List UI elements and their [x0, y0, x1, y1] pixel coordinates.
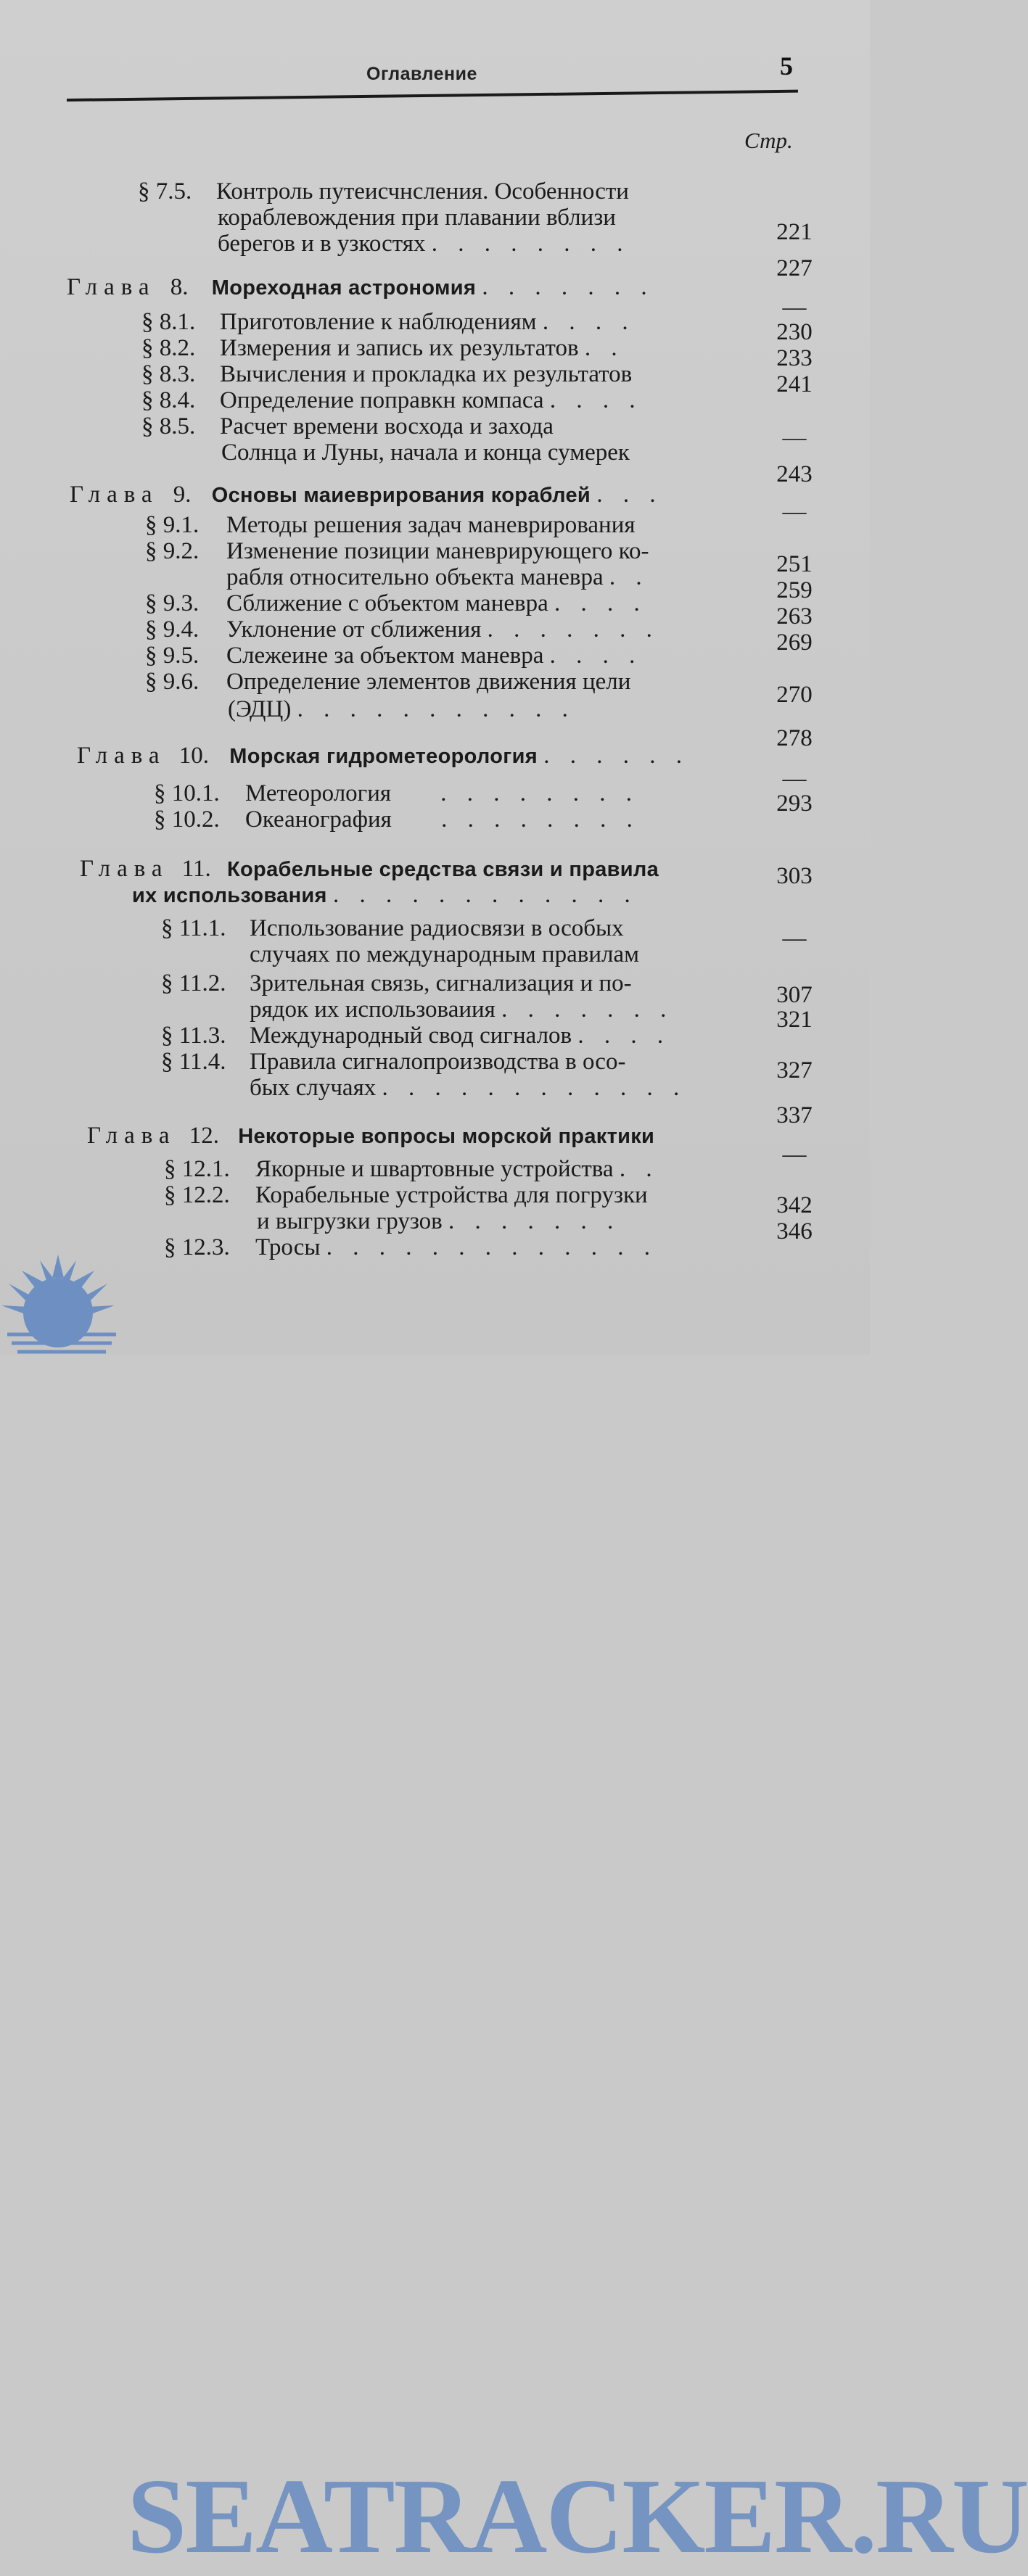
watermark-text: SEATRACKER.RU	[127, 2457, 1028, 2576]
page-ref: 263	[776, 603, 813, 629]
section-title-continued: берегов и в узкостях . . . . . . . .	[218, 231, 630, 257]
page-ref: —	[782, 294, 807, 321]
toc-entry: § 9.4. Уклонение от сближения . . . . . . .	[145, 616, 659, 643]
toc-entry: § 12.1. Якорные и швартовные устройства . .	[164, 1156, 659, 1182]
chapter-heading: Глава 12. Некоторые вопросы морской практики	[87, 1123, 655, 1149]
page-ref: 293	[776, 790, 813, 817]
toc-entry: § 8.2. Измерения и запись их результатов . .	[141, 335, 625, 361]
section-title-continued: рабля относительно объекта маневра . .	[226, 564, 649, 590]
section-title: Контроль путеисчнсления. Особенности	[216, 178, 629, 205]
toc-entry: § 8.5. Расчет времени восхода и захода	[141, 413, 554, 439]
page-ref: 233	[776, 345, 813, 371]
chapter-word: Глава	[67, 274, 156, 300]
section-title-continued: и выгрузки грузов . . . . . . .	[257, 1208, 621, 1234]
section-title-continued: случаях по международным правилам	[250, 941, 639, 967]
page-ref: 321	[776, 1007, 813, 1033]
page-ref: 278	[776, 725, 813, 751]
chapter-title-continued: их использования . . . . . . . . . . . .	[132, 882, 638, 908]
chapter-title: Корабельные средства связи и правила	[227, 858, 659, 881]
toc-entry: § 10.1. Метеорология . . . . . . . .	[154, 780, 640, 806]
chapter-heading: Глава 11. Корабельные средства связи и правила	[80, 856, 659, 882]
chapter-title: Морская гидрометеорология	[229, 745, 538, 768]
toc-entry: § 12.2. Корабельные устройства для погрузки	[164, 1182, 648, 1208]
page-ref: 243	[776, 461, 813, 487]
toc-entry: § 8.1. Приготовление к наблюдениям . . . .	[141, 309, 636, 335]
page-ref: 251	[776, 551, 813, 577]
page-ref: 221	[776, 219, 813, 245]
page-number: 5	[780, 51, 793, 80]
chapter-heading	[67, 274, 654, 301]
chapter-heading: Глава 10. Морская гидрометеорология . . . . . .	[77, 743, 689, 769]
chapter-number: 8.	[170, 274, 189, 300]
page-ref: 346	[776, 1218, 813, 1244]
page-ref: —	[782, 499, 807, 525]
toc-entry: § 9.1. Методы решения задач маневрирования	[145, 512, 636, 538]
page-ref: 269	[776, 629, 813, 656]
page-ref: —	[782, 766, 807, 792]
chapter-title: Основы маиеврирования кораблей	[211, 484, 591, 507]
toc-entry: § 12.3. Тросы . . . . . . . . . . . . .	[164, 1234, 658, 1260]
page-ref: 303	[776, 863, 813, 889]
page-ref: 307	[776, 982, 813, 1008]
chapter-title: Мореходная астрономия	[211, 276, 477, 300]
page-ref: —	[782, 425, 807, 451]
toc-entry: § 9.2. Изменение позиции маневрирующего ко-	[145, 538, 649, 564]
leader-dots: . . . . . . . .	[431, 231, 630, 257]
page-ref: 259	[776, 577, 813, 603]
section-title-continued: рядок их использоваиия . . . . . . .	[250, 996, 674, 1023]
page-ref: —	[782, 1142, 807, 1168]
toc-entry: § 9.6. Определение элементов движения цели	[145, 669, 631, 695]
section-title-continued: Солнца и Луны, начала и конца сумерек	[221, 439, 630, 466]
page-ref: 337	[776, 1102, 813, 1128]
toc-entry: § 8.3. Вычисления и прокладка их результатов	[141, 361, 633, 387]
toc-entry: § 11.2. Зрительная связь, сигнализация и по-	[161, 970, 632, 996]
watermark	[0, 1226, 1028, 2576]
leader-dots: . . . . . . .	[482, 274, 654, 300]
toc-entry: § 11.1. Использование радиосвязи в особых	[161, 915, 624, 941]
toc-entry: § 9.5. Слежеине за объектом маневра . . . .	[145, 643, 643, 669]
toc-entry: § 11.3. Международный свод сигналов . . . .	[161, 1023, 671, 1049]
page-ref: 327	[776, 1057, 813, 1083]
section-title-continued: кораблевождения при плавании вблизи	[218, 205, 616, 231]
running-header: Оглавление	[366, 64, 477, 84]
sun-logo-icon	[0, 1226, 138, 1355]
toc-entry: § 11.4. Правила сигналопроизводства в осо-	[161, 1049, 626, 1075]
section-number: § 7.5.	[138, 178, 192, 205]
page-ref: —	[782, 925, 807, 951]
toc-entry: § 10.2. Океанография . . . . . . . .	[154, 806, 640, 833]
section-title-continued: (ЭДЦ) . . . . . . . . . . .	[228, 696, 575, 722]
toc-entry	[138, 178, 629, 205]
page-ref: 342	[776, 1192, 813, 1218]
chapter-title: Некоторые вопросы морской практики	[238, 1125, 655, 1148]
toc-entry: § 9.3. Сближение с объектом маневра . . . .	[145, 590, 647, 616]
toc-entry: § 8.4. Определение поправкн компаса . . . .	[141, 387, 643, 413]
page-ref: 241	[776, 371, 813, 397]
table-of-contents	[0, 0, 870, 1355]
section-title-continued: бых случаях . . . . . . . . . . . .	[250, 1075, 687, 1101]
page-ref: 270	[776, 682, 813, 708]
page-column-label: Стр.	[744, 128, 793, 153]
chapter-heading: Глава 9. Основы маиеврирования кораблей . . .	[70, 482, 663, 508]
page-ref: 227	[776, 255, 813, 281]
page-ref: 230	[776, 319, 813, 345]
